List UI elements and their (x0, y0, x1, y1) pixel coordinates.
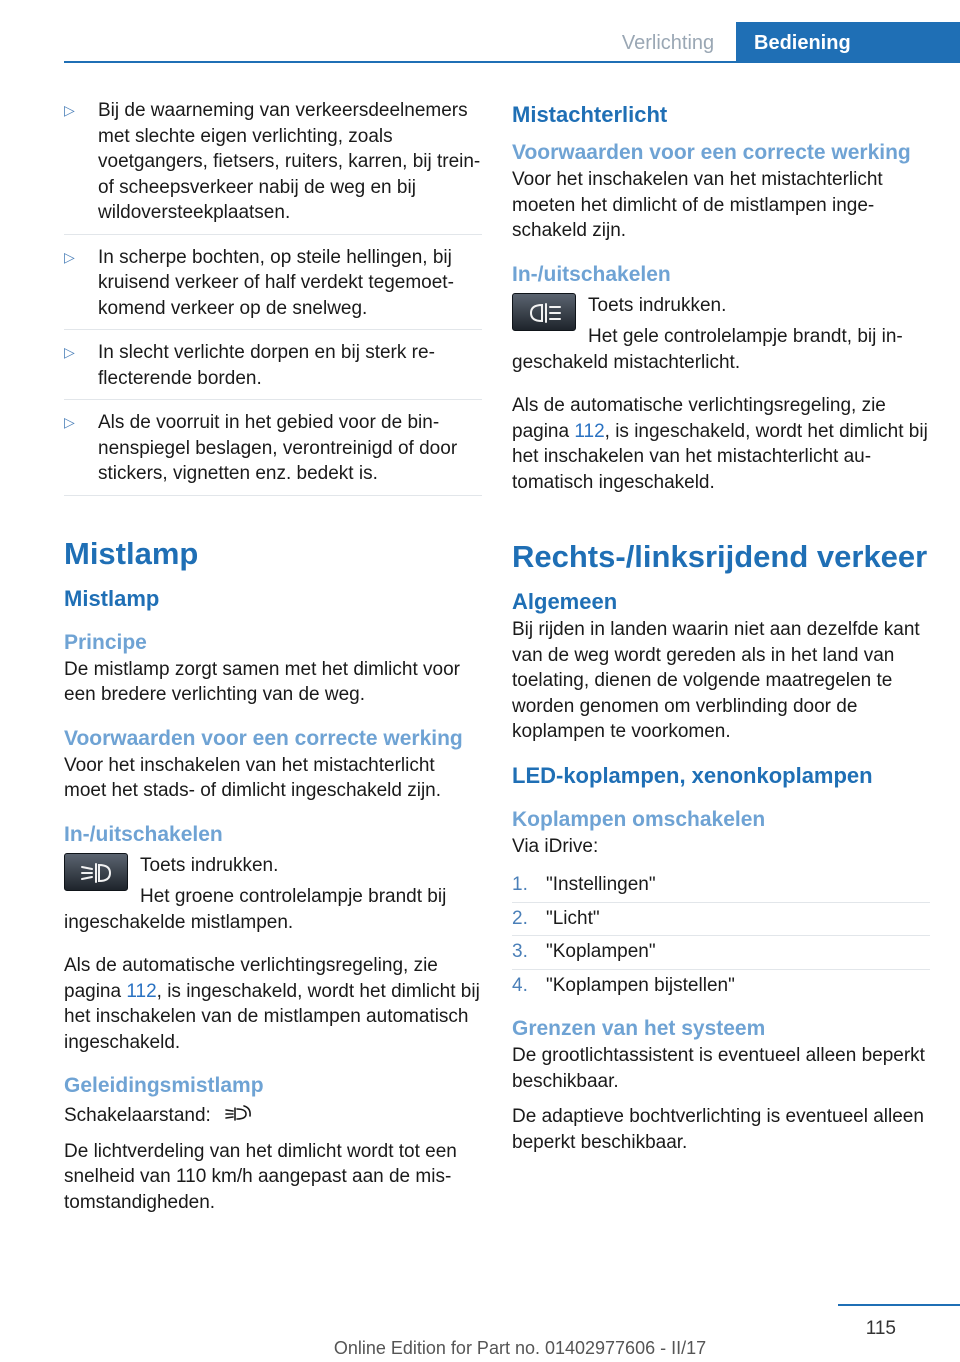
voorwaarden-text-right: Voor het inschakelen van het mistachterlicht moeten het dimlicht of de mistlampen ingeschakeld zijn. (512, 169, 883, 241)
section-title-mistlamp: Mistlamp (64, 535, 199, 571)
steps-list (512, 869, 930, 1002)
triangle-right-icon: ▷ (64, 248, 75, 265)
button-instruction: Toets indrukken. (140, 854, 279, 876)
heading-grenzen: Grenzen van het systeem (512, 1017, 766, 1040)
subsection-title-mistlamp: Mistlamp (64, 585, 160, 611)
heading-koplampen-omschakelen: Koplampen omschakelen (512, 807, 766, 831)
auto-lighting-note-right: Als de automatische verlichtingsregeling, zie pagina 112, is ingeschakeld, wordt het dimlicht bij het inschakelen van het mistachterlicht automatisch ingeschakeld. (512, 395, 928, 493)
rear-fog-lamp-icon (513, 294, 577, 332)
grenzen-text-2: De adaptieve bochtverlichting is eventueel alleen beperkt beschikbaar. (512, 1106, 924, 1153)
heading-principe: Principe (64, 630, 147, 654)
button-result: Het groene controlelampje brandt bij ingeschakelde mistlampen. (64, 886, 447, 933)
geleiding-text: De lichtverdeling van het dimlicht wordt tot een snelheid van 110 km/h aangepast aan de mistomstandigheden. (64, 1140, 457, 1213)
list-item: ▷ Als de voorruit in het gebied voor de binnenspiegel beslagen, verontreinigd of door stickers, vignetten enz. bedekt is. (64, 410, 482, 496)
triangle-right-icon: ▷ (64, 102, 75, 118)
heading-in-uitschakelen-right: In-/uitschakelen (512, 262, 671, 286)
button-instruction-right: Toets indrukken. (588, 294, 727, 316)
switch-position-line: Schakelaarstand: (64, 1102, 482, 1129)
rear-fog-button (512, 293, 576, 331)
list-item: 2. "Licht" (512, 903, 930, 937)
list-item: ▷ In slecht verlichte dorpen en bij sterk reflecterende borden. (64, 340, 482, 400)
grenzen-text-1: De grootlichtassistent is eventueel alleen beperkt beschikbaar. (512, 1045, 925, 1092)
page-link[interactable]: 112 (574, 420, 605, 442)
page-number: 115 (865, 1318, 896, 1339)
page-header (0, 0, 960, 62)
section-title-verkeer: Rechts-/linksrijdend verkeer (512, 539, 928, 574)
front-fog-button (64, 853, 128, 891)
tab-section[interactable]: Verlichting (621, 32, 715, 54)
algemeen-text: Bij rijden in landen waarin niet aan dezelfde kant van de weg wordt gereden als in het land van toelating, dienen de volgende maatregelen te worden genomen om verblinding door de koplampen te voorkomen. (512, 619, 920, 742)
fog-guide-lamp-icon (224, 1102, 254, 1124)
fog-button-row (64, 847, 482, 936)
triangle-right-icon: ▷ (64, 414, 75, 430)
page-link[interactable]: 112 (126, 980, 157, 1002)
heading-voorwaarden-right: Voorwaarden voor een correcte werking (512, 141, 911, 164)
list-item: 3. "Koplampen" (512, 936, 930, 970)
list-item: 1. "Instellingen" (512, 869, 930, 903)
auto-lighting-note: Als de automatische verlichtingsregeling, zie pagina 112, is ingeschakeld, wordt het dimlicht bij het inschakelen van de mistlampen automatisch ingeschakeld. (64, 955, 480, 1053)
edition-footer: Online Edition for Part no. 01402977606 - II/17 (333, 1338, 707, 1358)
right-column (512, 98, 930, 1173)
triangle-right-icon: ▷ (64, 344, 75, 360)
list-item: ▷ In scherpe bochten, op steile hellingen, bij kruisend verkeer of half verdekt tegemoetkomend verkeer op de snelweg. (64, 245, 482, 331)
heading-voorwaarden: Voorwaarden voor een correcte werking (64, 726, 463, 750)
heading-geleidingsmistlamp: Geleidingsmistlamp (64, 1074, 264, 1097)
list-item: ▷ Bij de waarneming van verkeersdeelnemers met slechte eigen verlichting, zoals voetgangers, fietsers, ruiters, karren, bij trein- of scheepsverkeer nabij de weg en bij wildoversteekplaatsen. (64, 98, 482, 235)
heading-in-uitschakelen: In-/uitschakelen (64, 822, 223, 846)
subsection-title-mistachterlicht: Mistachterlicht (512, 102, 668, 127)
heading-algemeen: Algemeen (512, 589, 618, 614)
principe-text: De mistlamp zorgt samen met het dimlicht voor een bredere verlichting van de weg. (64, 658, 460, 705)
tab-chapter[interactable]: Bediening (736, 22, 960, 62)
rear-fog-button-row (512, 287, 930, 376)
heading-led-koplampen: LED-koplampen, xenonkoplampen (512, 762, 873, 788)
voorwaarden-text: Voor het inschakelen van het mistachterlicht moet het stads- of dimlicht ingeschakeld zijn. (64, 754, 442, 801)
via-idrive: Via iDrive: (512, 835, 599, 857)
front-fog-lamp-icon (65, 854, 129, 892)
footer-rule (838, 1304, 960, 1306)
list-item: 4. "Koplampen bijstellen" (512, 974, 735, 996)
header-rule (64, 61, 960, 63)
left-column (64, 98, 482, 1233)
button-result-right: Het gele controlelampje brandt, bij ingeschakeld mistachterlicht. (512, 326, 903, 373)
